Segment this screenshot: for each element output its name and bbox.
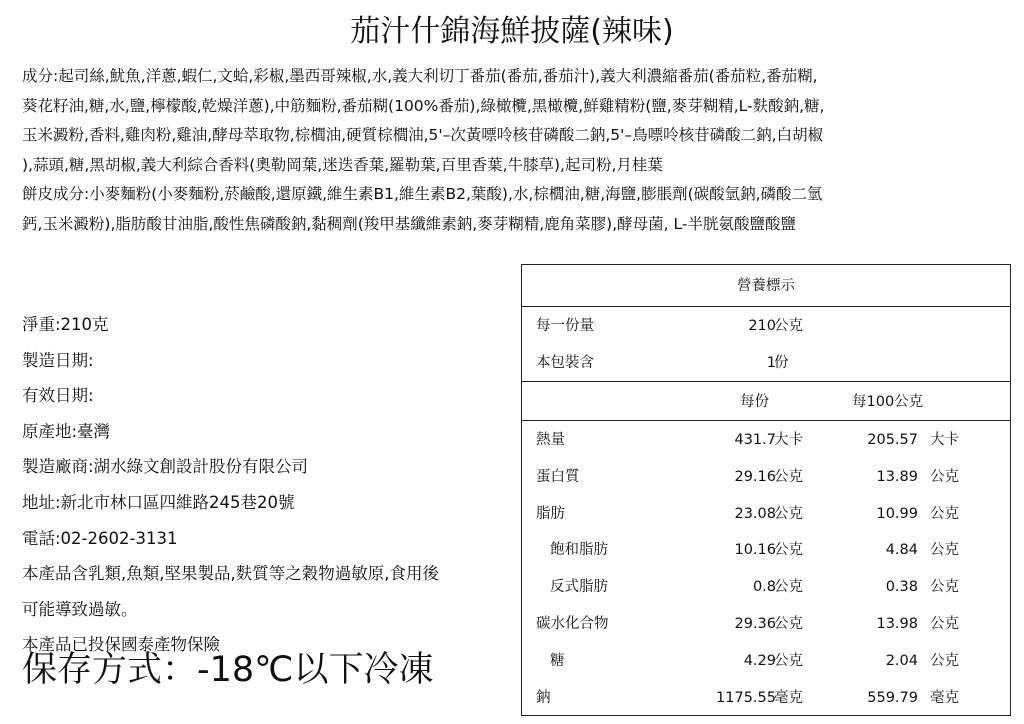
nutrient-row — [522, 643, 1010, 680]
per-serving-value: 23.08 — [734, 505, 776, 522]
per-serving-unit: 大卡 — [774, 432, 803, 448]
insurance-notice: 本產品已投保國泰產物保險 — [22, 635, 220, 655]
per-100g-value: 0.38 — [885, 579, 918, 596]
per-serving-value: 4.29 — [743, 652, 776, 669]
nutrient-name: 脂肪 — [536, 505, 565, 522]
product-info — [22, 307, 522, 663]
per-100g-unit: 公克 — [930, 542, 959, 559]
nutrient-row — [522, 569, 1010, 606]
nutrient-name: 鈉 — [536, 689, 551, 706]
manufacture-date: 製造日期: — [22, 350, 94, 370]
per-100g-header: 每100公克 — [852, 394, 924, 410]
per-serving-value: 431.7 — [734, 432, 776, 448]
nutrient-row — [522, 496, 1010, 533]
serving-size-label: 每一份量 — [536, 318, 594, 334]
per-serving-value: 29.36 — [734, 616, 776, 632]
nutrient-row — [522, 532, 1010, 569]
nutrition-heading: 營養標示 — [522, 265, 1010, 307]
storage-instructions: 保存方式：-18℃以下冷凍 — [22, 650, 434, 690]
nutrient-name: 糖 — [550, 652, 565, 669]
serving-size-unit: 公克 — [774, 318, 803, 334]
nutrient-row — [522, 422, 1010, 459]
crust-ingredients-line: 鈣,玉米澱粉),脂肪酸甘油脂,酸性焦磷酸鈉,黏稠劑(羧甲基纖維素鈉,麥芽糊精,鹿角菜膠),酵母菌, L-半胱氨酸鹽酸鹽 — [22, 214, 796, 233]
per-serving-unit: 公克 — [774, 468, 803, 485]
address: 地址:新北市林口區四維路245巷20號 — [22, 492, 295, 512]
nutrition-facts-table — [521, 264, 1011, 716]
per-100g-unit: 公克 — [930, 652, 959, 669]
per-100g-value: 559.79 — [867, 689, 918, 706]
ingredients-line: 成分:起司絲,魷魚,洋蔥,蝦仁,文蛤,彩椒,墨西哥辣椒,水,義大利切丁番茄(番茄,番茄汁),義大利濃縮番茄(番茄粒,番茄糊, — [22, 67, 818, 85]
manufacturer: 製造廠商:湖水綠文創設計股份有限公司 — [22, 457, 309, 477]
per-serving-unit: 公克 — [774, 616, 803, 632]
nutrient-name: 飽和脂肪 — [550, 542, 608, 559]
ingredients-line: ),蒜頭,糖,黑胡椒,義大利綜合香料(奧勒岡葉,迷迭香葉,羅勒葉,百里香葉,牛膝草),起司粉,月桂葉 — [22, 155, 663, 174]
serving-size-row — [522, 308, 1010, 345]
servings-label: 本包裝含 — [536, 355, 594, 371]
serving-size-value: 210 — [748, 318, 776, 334]
nutrient-name: 碳水化合物 — [536, 616, 609, 632]
per-100g-unit: 公克 — [930, 468, 959, 485]
per-serving-unit: 公克 — [774, 542, 803, 559]
nutrient-row — [522, 459, 1010, 496]
expiry-date: 有效日期: — [22, 386, 94, 406]
servings-value: 1 — [766, 355, 776, 371]
net-weight: 淨重:210克 — [22, 315, 109, 334]
per-100g-unit: 公克 — [930, 616, 959, 632]
per-100g-unit: 公克 — [930, 579, 959, 596]
ingredients-line: 玉米澱粉,香料,雞肉粉,雞油,酵母萃取物,棕櫚油,硬質棕櫚油,5'–次黃嘌呤核苷磷酸二鈉,5'–鳥嘌呤核苷磷酸二鈉,白胡椒 — [22, 126, 824, 144]
ingredients-block — [22, 62, 1012, 239]
per-serving-unit: 公克 — [774, 652, 803, 669]
per-serving-value: 1175.55 — [716, 689, 776, 706]
per-100g-unit: 毫克 — [930, 689, 959, 706]
allergen-notice: 本產品含乳類,魚類,堅果製品,麩質等之穀物過敏原,食用後 — [22, 564, 439, 584]
origin: 原產地:臺灣 — [22, 421, 111, 441]
allergen-notice-cont: 可能導致過敏。 — [22, 599, 138, 619]
nutrient-name: 反式脂肪 — [550, 579, 608, 596]
crust-ingredients-line: 餅皮成分:小麥麵粉(小麥麵粉,菸鹼酸,還原鐵,維生素B1,維生素B2,葉酸),水,棕櫚油,糖,海鹽,膨脹劑(碳酸氫鈉,磷酸二氫 — [22, 185, 823, 203]
per-100g-value: 10.99 — [876, 505, 918, 522]
nutrient-name: 蛋白質 — [536, 468, 580, 485]
nutrient-row — [522, 606, 1010, 643]
servings-unit: 份 — [774, 355, 789, 371]
per-serving-unit: 毫克 — [774, 689, 803, 706]
nutrient-row — [522, 680, 1010, 717]
product-title: 茄汁什錦海鮮披薩(辣味) — [350, 14, 674, 49]
nutrition-column-headers — [522, 383, 1010, 421]
per-100g-value: 205.57 — [867, 432, 918, 448]
per-serving-unit: 公克 — [774, 505, 803, 522]
per-serving-value: 10.16 — [734, 542, 776, 559]
per-100g-value: 4.84 — [885, 542, 918, 559]
phone: 電話:02-2602-3131 — [22, 528, 178, 548]
per-100g-value: 13.98 — [876, 616, 918, 632]
per-serving-unit: 公克 — [774, 579, 803, 596]
per-serving-value: 29.16 — [734, 468, 776, 485]
per-100g-unit: 大卡 — [930, 432, 959, 448]
per-serving-header: 每份 — [740, 394, 769, 410]
per-serving-value: 0.8 — [752, 579, 776, 596]
ingredients-line: 葵花籽油,糖,水,鹽,檸檬酸,乾燥洋蔥),中筋麵粉,番茄糊(100%番茄),綠橄欖,黑橄欖,鮮雞精粉(鹽,麥芽糊精,L-麩酸鈉,糖, — [22, 96, 825, 115]
per-100g-unit: 公克 — [930, 505, 959, 522]
nutrient-name: 熱量 — [536, 432, 565, 448]
servings-per-package-row — [522, 345, 1010, 382]
per-100g-value: 2.04 — [885, 652, 918, 669]
per-100g-value: 13.89 — [876, 468, 918, 485]
